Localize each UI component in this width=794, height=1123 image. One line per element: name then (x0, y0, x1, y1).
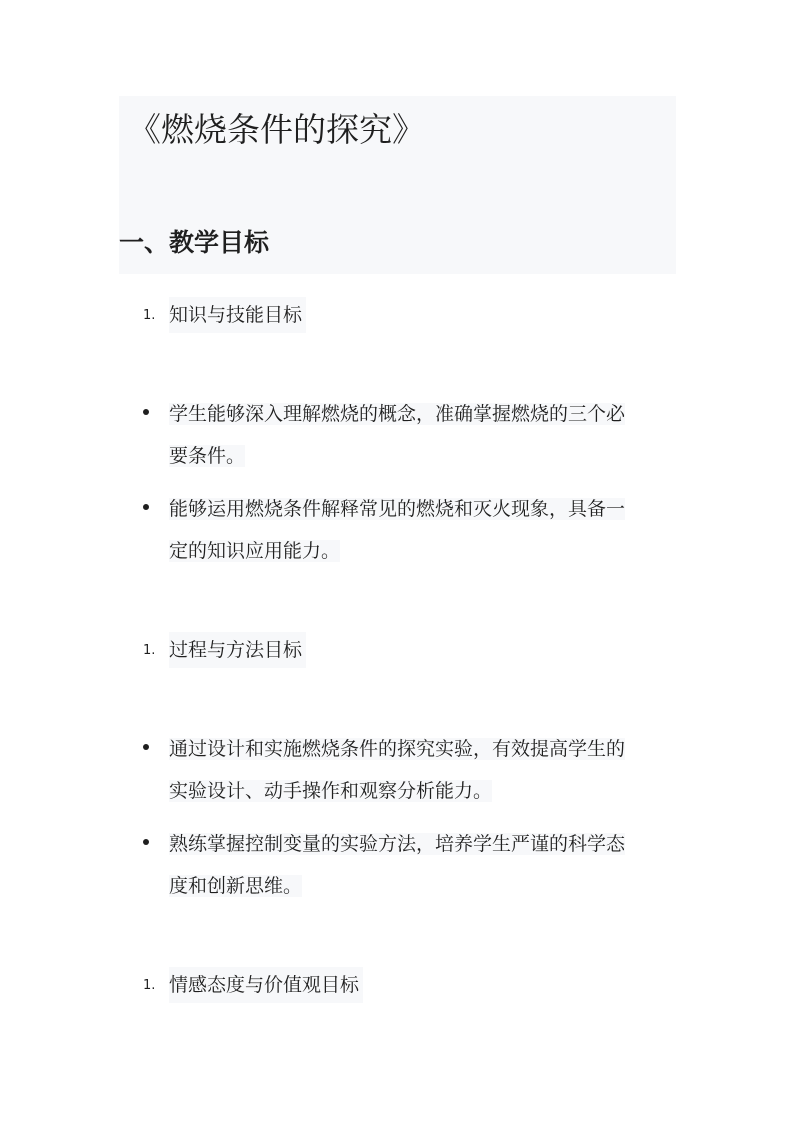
bullet-text (169, 488, 679, 572)
bullet-text-line: 通过设计和实施燃烧条件的探究实验，有效提高学生的 (169, 738, 626, 760)
bullet-text-line: 要条件。 (169, 445, 246, 467)
bullet-text-line: 熟练掌握控制变量的实验方法，培养学生严谨的科学态 (169, 833, 626, 855)
document-title: 《燃烧条件的探究》 (128, 110, 425, 149)
bullet-item (143, 728, 679, 812)
bullet-text (169, 823, 679, 907)
bullet-text-line: 实验设计、动手操作和观察分析能力。 (169, 780, 493, 802)
bullet-item (143, 393, 679, 477)
bullet-text-line: 学生能够深入理解燃烧的概念，准确掌握燃烧的三个必 (169, 403, 626, 425)
numbered-item-label: 情感态度与价值观目标 (169, 967, 363, 1003)
bullet-item (143, 823, 679, 907)
bullet-text-line: 定的知识应用能力。 (169, 540, 341, 562)
section-heading: 一、教学目标 (119, 228, 270, 257)
bullet-icon (143, 839, 149, 845)
bullet-text-line: 度和创新思维。 (169, 875, 303, 897)
bullet-text (169, 728, 679, 812)
bullet-icon (143, 744, 149, 750)
bullet-item (143, 488, 679, 572)
bullet-text-line: 能够运用燃烧条件解释常见的燃烧和灭火现象，具备一 (169, 498, 626, 520)
numbered-item-attitude-values (143, 967, 363, 1003)
bullet-text (169, 393, 679, 477)
numbered-item-process-methods (143, 632, 306, 668)
list-number: 1. (143, 642, 156, 658)
bullet-icon (143, 504, 149, 510)
numbered-item-label: 过程与方法目标 (169, 632, 306, 668)
bullet-icon (143, 409, 149, 415)
numbered-item-label: 知识与技能目标 (169, 297, 306, 333)
list-number: 1. (143, 977, 156, 993)
numbered-item-knowledge-skills (143, 297, 306, 333)
list-number: 1. (143, 307, 156, 323)
